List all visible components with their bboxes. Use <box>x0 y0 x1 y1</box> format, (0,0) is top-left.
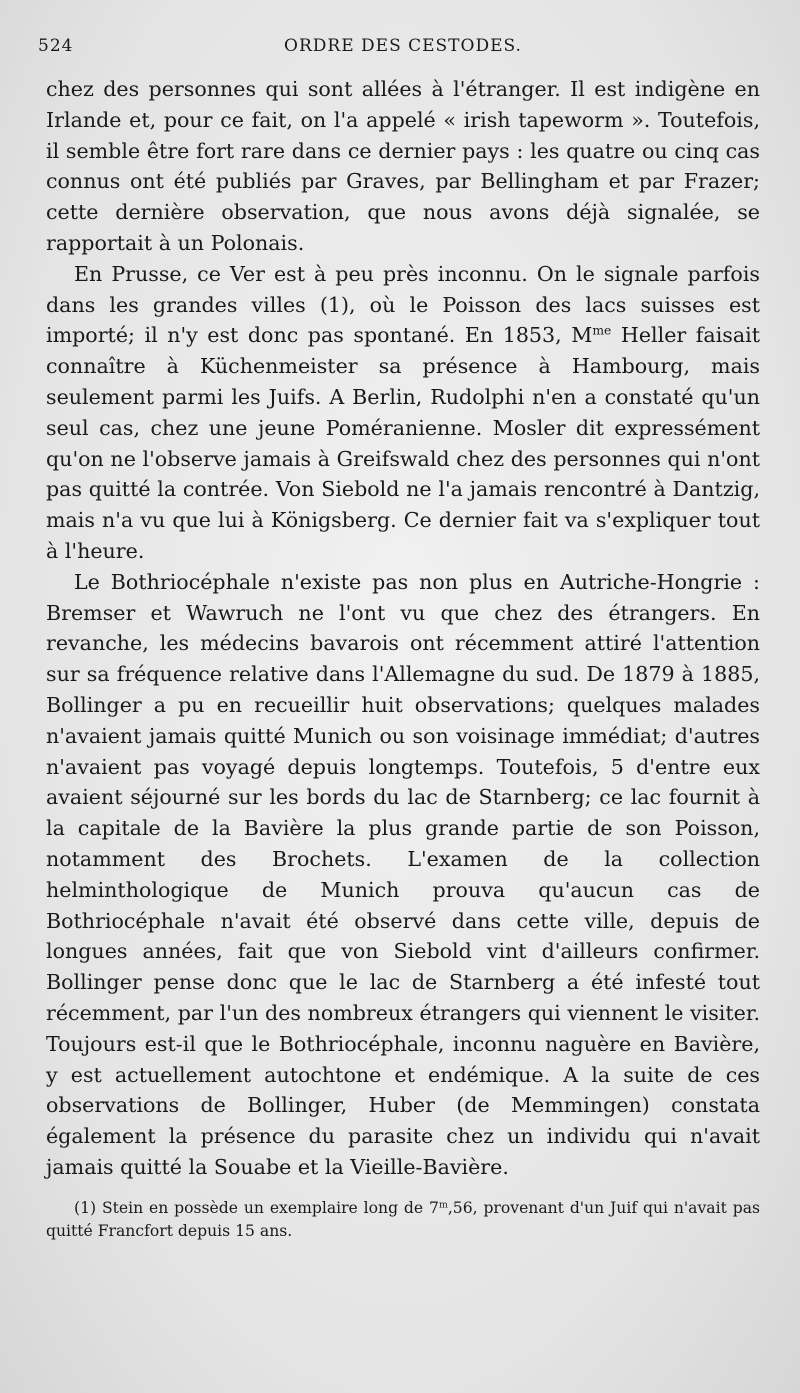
paragraph-prusse <box>46 259 760 567</box>
paragraph-prusse-text-a: En Prusse, ce Ver est à peu près inconnu. On le signale parfois dans les grandes villes (1), où le Poisson des lacs suisses est importé; il n'y est donc pas spontané. En 1853, M <box>46 261 760 348</box>
running-title: ORDRE DES CESTODES. <box>284 36 522 56</box>
paragraph-prusse-text-b: Heller faisait connaître à Küchenmeister sa présence à Hambourg, mais seulement parmi les Juifs. A Berlin, Rudolphi n'en a constaté qu'un seul cas, chez une jeune Poméranienne. Mosler dit expressément qu'on ne l'observe jamais à Greifswald chez des personnes qui n'ont pas quitté la contrée. Von Siebold ne l'a jamais rencontré à Dantzig, mais n'a vu que lui à Königsberg. Ce dernier fait va s'expliquer tout à l'heure. <box>46 323 760 563</box>
body-text <box>46 74 760 1183</box>
paragraph-continuation: chez des personnes qui sont allées à l'étranger. Il est indigène en Irlande et, pour ce fait, on l'a appelé « irish tapeworm ». Toutefois, il semble être fort rare dans ce dernier pays : les quatre ou cinq cas connus ont été publiés par Graves, par Bellingham et par Frazer; cette dernière observation, que nous avons déjà signalée, se rapportait à un Polonais. <box>46 77 760 255</box>
running-head <box>38 36 760 62</box>
superscript-me: me <box>592 323 612 338</box>
page-number: 524 <box>38 36 74 56</box>
footnote-text-a: (1) Stein en possède un exemplaire long de 7 <box>74 1198 439 1217</box>
footnote-text-b: ,56, provenant d'un Juif qui n'avait pas quitté Francfort depuis 15 ans. <box>46 1198 760 1240</box>
paragraph-bothriocephale: Le Bothriocéphale n'existe pas non plus en Autriche-Hongrie : Bremser et Wawruch ne l'ont vu que chez des étrangers. En revanche, les médecins bavarois ont récemment attiré l'attention sur sa fréquence relative dans l'Allemagne du sud. De 1879 à 1885, Bollinger a pu en recueillir huit observations; quelques malades n'avaient jamais quitté Munich ou son voisinage immédiat; d'autres n'avaient pas voyagé depuis longtemps. Toutefois, 5 d'entre eux avaient séjourné sur les bords du lac de Starnberg; ce lac fournit à la capitale de la Bavière la plus grande partie de son Poisson, notamment des Brochets. L'examen de la collection helminthologique de Munich prouva qu'aucun cas de Bothriocéphale n'avait été observé dans cette ville, depuis de longues années, fait que von Siebold vint d'ailleurs confirmer. Bollinger pense donc que le lac de Starnberg a été infesté tout récemment, par l'un des nombreux étrangers qui viennent le visiter. Toujours est-il que le Bothriocéphale, inconnu naguère en Bavière, y est actuellement autochtone et endémique. A la suite de ces observations de Bollinger, Huber (de Memmingen) constata également la présence du parasite chez un individu qui n'avait jamais quitté la Souabe et la Vieille-Bavière. <box>46 569 760 1179</box>
footnote <box>46 1197 760 1243</box>
footnote-text <box>46 1197 760 1243</box>
superscript-m: m <box>438 1199 448 1211</box>
